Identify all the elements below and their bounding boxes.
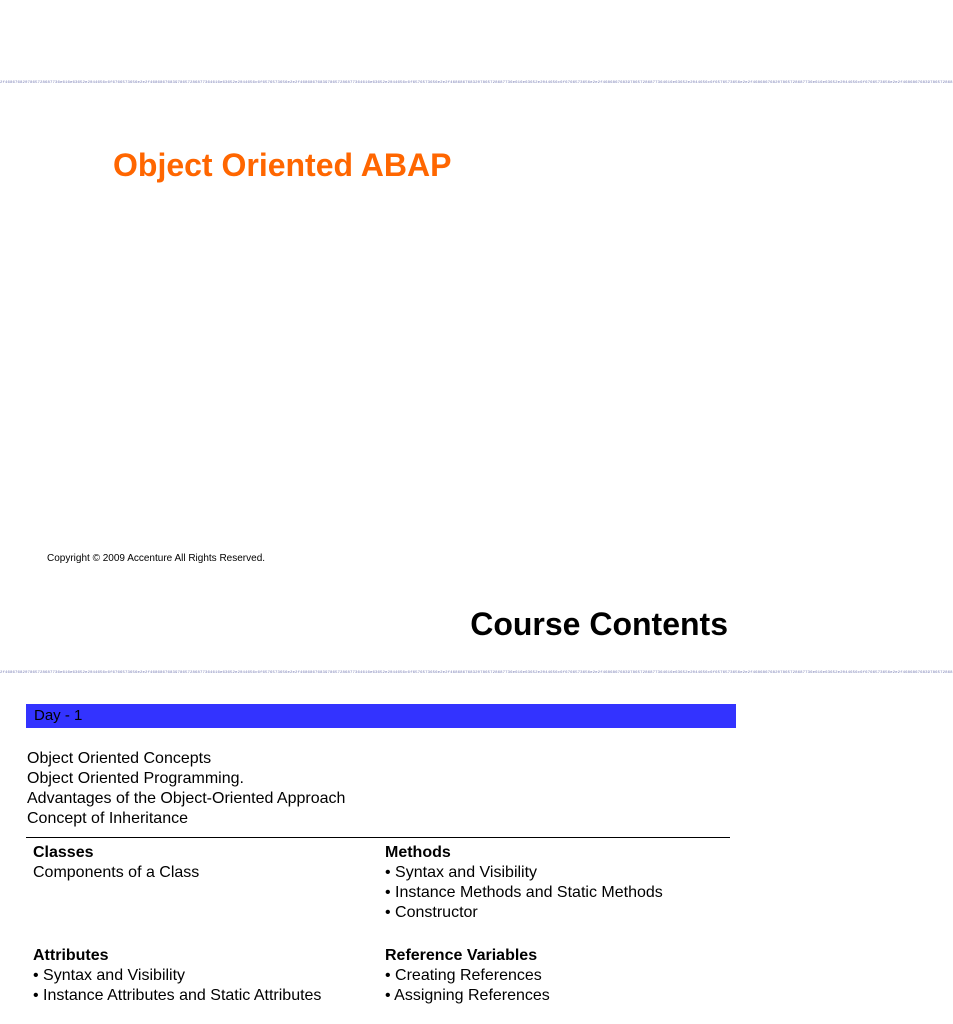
topic-methods [385,843,663,923]
topic-attributes [33,946,321,1006]
list-item: • Instance Methods and Static Methods [385,884,663,901]
topic-items [385,966,550,1006]
topic-heading: Methods [385,844,451,861]
topic-items [33,863,199,883]
list-item: • Constructor [385,904,478,921]
list-item: • Assigning References [385,987,550,1004]
topic-classes [33,843,199,883]
divider [26,837,730,838]
copyright-notice: Copyright © 2009 Accenture All Rights Reserved. [47,553,266,564]
topic-heading: Attributes [33,947,109,964]
hex-watermark-strip: 2f4686768207865728687736e616e63652e2044656c6f6766573656e2e2f4686867683978657286877364616e63652e2044656c6f6576573656e2e2f4686867683978657286877364616e63652e2044656c6f6576573656e2e2f4686867683207865728687736e616e63652e2044656c6f6766573656e2e2f4686867683978657286877364616e63652e2044656c6f6576573656e2e2f468686768207865728687736e616e63652e2044656c6f6766573656e2e2f46868676839786572868 [0,671,953,675]
list-item: Advantages of the Object-Oriented Approach [27,790,346,807]
topic-items [385,863,663,923]
topic-items [33,966,321,1006]
day-banner: Day - 1 [26,704,736,728]
slide-course-contents [0,590,953,1024]
list-item: Object Oriented Concepts [27,750,212,767]
list-item: Concept of Inheritance [27,810,188,827]
list-item: • Syntax and Visibility [33,967,186,984]
topic-heading: Reference Variables [385,947,538,964]
list-item: Components of a Class [33,864,200,881]
intro-topic-list [27,749,345,829]
topic-heading: Classes [33,844,94,861]
main-title: Object Oriented ABAP [113,147,452,183]
hex-watermark-strip: 2f4686768207865728687736e616e63652e2044656c6f6766573656e2e2f4686867683978657286877364616e63652e2044656c6f6576573656e2e2f4686867683978657286877364616e63652e2044656c6f6576573656e2e2f4686867683207865728687736e616e63652e2044656c6f6766573656e2e2f4686867683978657286877364616e63652e2044656c6f6576573656e2e2f468686768207865728687736e616e63652e2044656c6f6766573656e2e2f46868676839786572868 [0,81,953,85]
list-item: • Creating References [385,967,542,984]
topic-reference-variables [385,946,550,1006]
list-item: Object Oriented Programming. [27,770,244,787]
list-item: • Instance Attributes and Static Attributes [33,987,322,1004]
list-item: • Syntax and Visibility [385,864,538,881]
section-title: Course Contents [470,606,728,642]
